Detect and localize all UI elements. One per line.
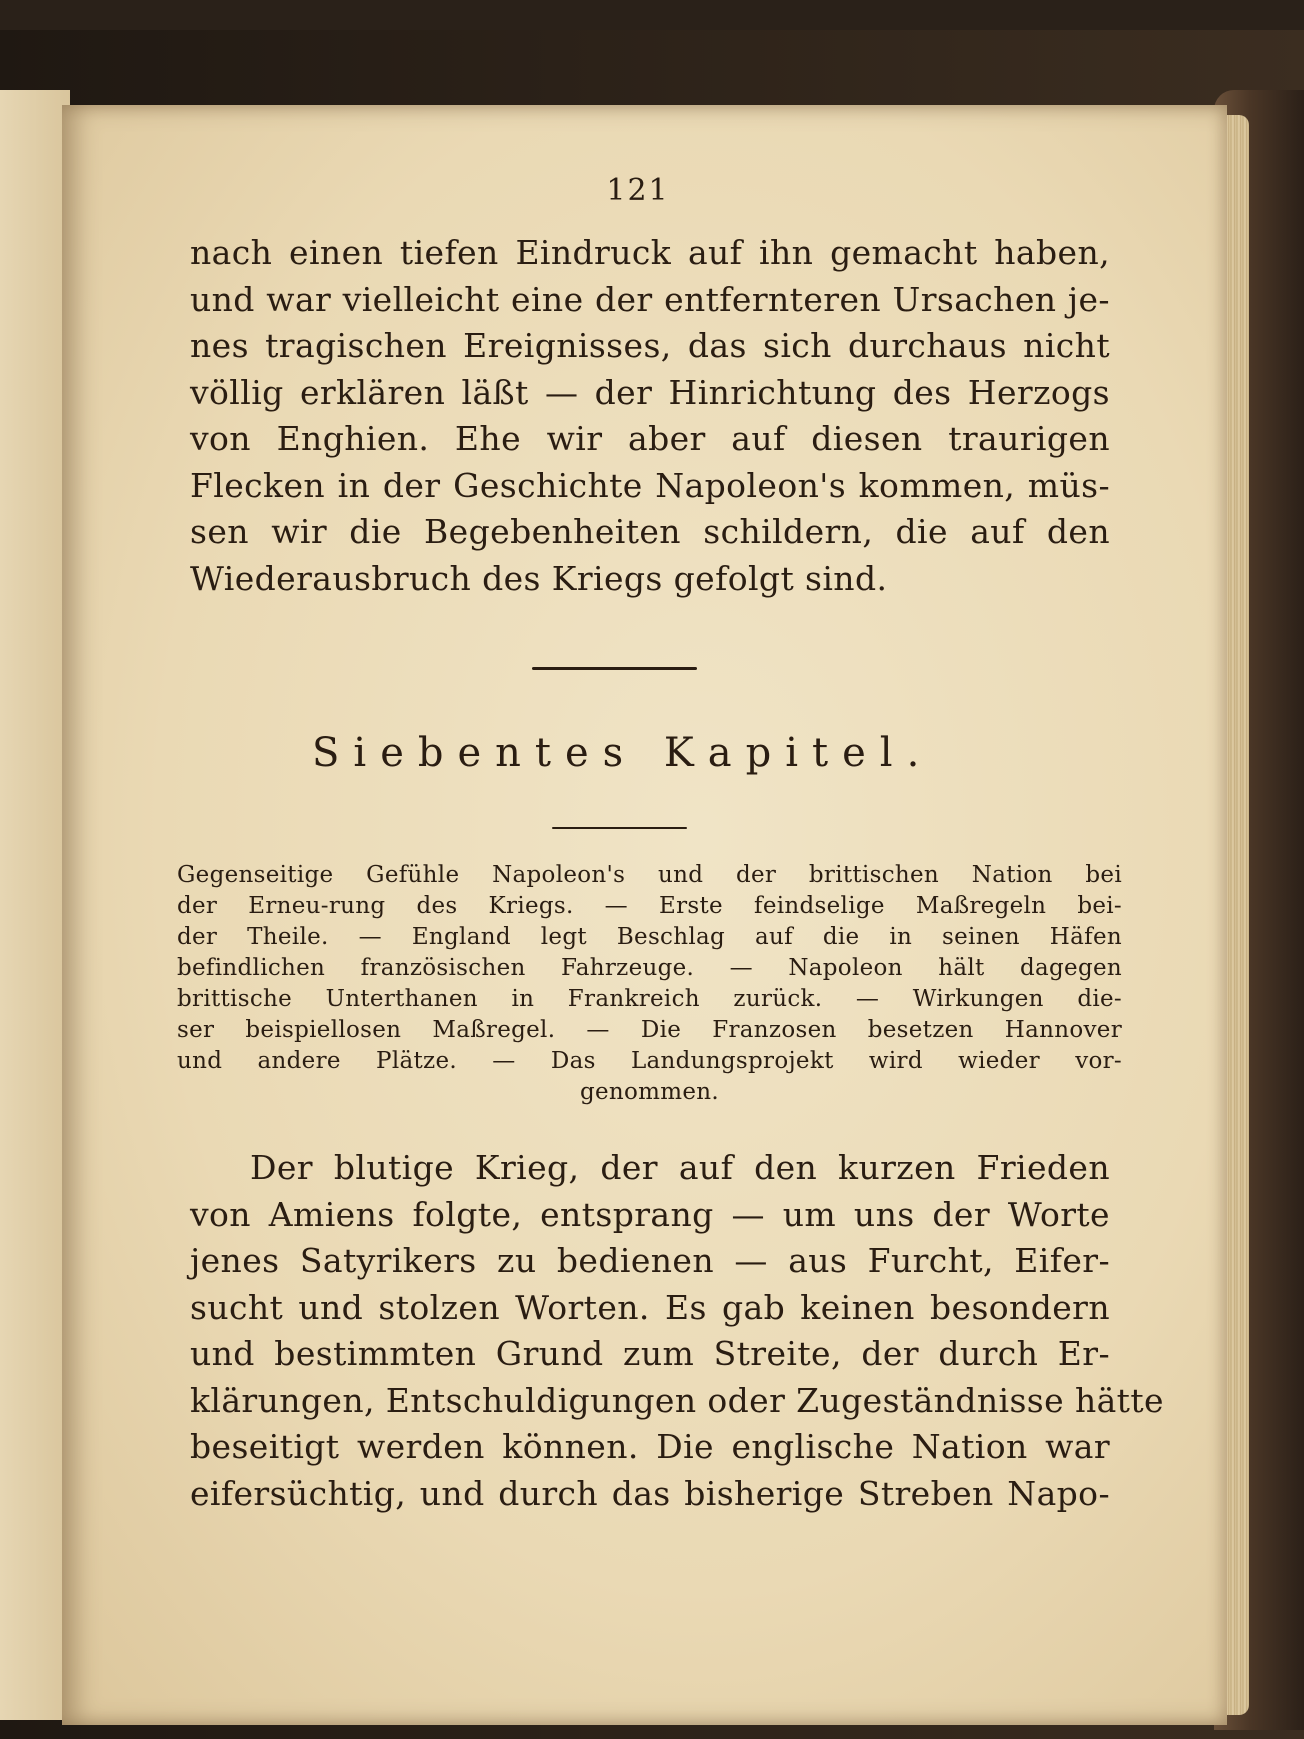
summary-line: der Erneu-rung des Kriegs. — Erste feindselige Maßregeln bei- [177,893,1122,919]
book [0,30,1304,1739]
text-line: Wiederausbruch des Kriegs gefolgt sind. [190,558,888,598]
section-divider [532,667,697,670]
text-line: jenes Satyrikers zu bedienen — aus Furcht, Eifer- [190,1241,1110,1280]
text-line: nes tragischen Ereignisses, das sich durchaus nicht [190,326,1110,365]
top-paragraph [190,230,1110,602]
summary-line: befindlichen französischen Fahrzeuge. — Napoleon hält dagegen [177,955,1122,981]
summary-line: der Theile. — England legt Beschlag auf die in seinen Häfen [177,924,1122,950]
text-line: völlig erklären läßt — der Hinrichtung des Herzogs [190,372,1110,412]
text-line: Der blutige Krieg, der auf den kurzen Frieden [250,1148,1110,1187]
heading-divider [552,827,687,829]
summary-line: ser beispiellosen Maßregel. — Die Franzosen besetzen Hannover [177,1017,1122,1043]
chapter-summary [177,860,1122,1108]
text-line: von Enghien. Ehe wir aber auf diesen traurigen [190,419,1110,458]
text-line: und bestimmten Grund zum Streite, der durch Er- [190,1334,1110,1373]
summary-line: und andere Plätze. — Das Landungsprojekt wird wieder vor- [177,1048,1122,1074]
book-page [62,105,1227,1725]
summary-line: genommen. [579,1079,720,1105]
summary-line: Gegenseitige Gefühle Napoleon's und der brittischen Nation bei [177,862,1122,888]
text-line: von Amiens folgte, entsprang — um uns der Worte [190,1194,1110,1234]
bottom-paragraph [190,1145,1164,1517]
text-line: und war vielleicht eine der entfernteren Ursachen je- [190,279,1110,319]
chapter-heading: Siebentes Kapitel. [312,730,934,776]
page-number: 121 [606,173,670,208]
text-line: eifersüchtig, und durch das bisherige Streben Napo- [190,1473,1110,1513]
text-line: sen wir die Begebenheiten schildern, die auf den [190,512,1110,551]
text-line: nach einen tiefen Eindruck auf ihn gemacht haben, [190,233,1110,272]
summary-line: brittische Unterthanen in Frankreich zurück. — Wirkungen die- [177,986,1122,1012]
text-line: klärungen, Entschuldigungen oder Zugeständnisse hätte [190,1380,1164,1420]
text-line: Flecken in der Geschichte Napoleon's kommen, müs- [190,465,1110,505]
text-line: sucht und stolzen Worten. Es gab keinen besondern [190,1287,1110,1327]
text-line: beseitigt werden können. Die englische Nation war [190,1427,1110,1466]
facing-page-edge [0,90,70,1720]
